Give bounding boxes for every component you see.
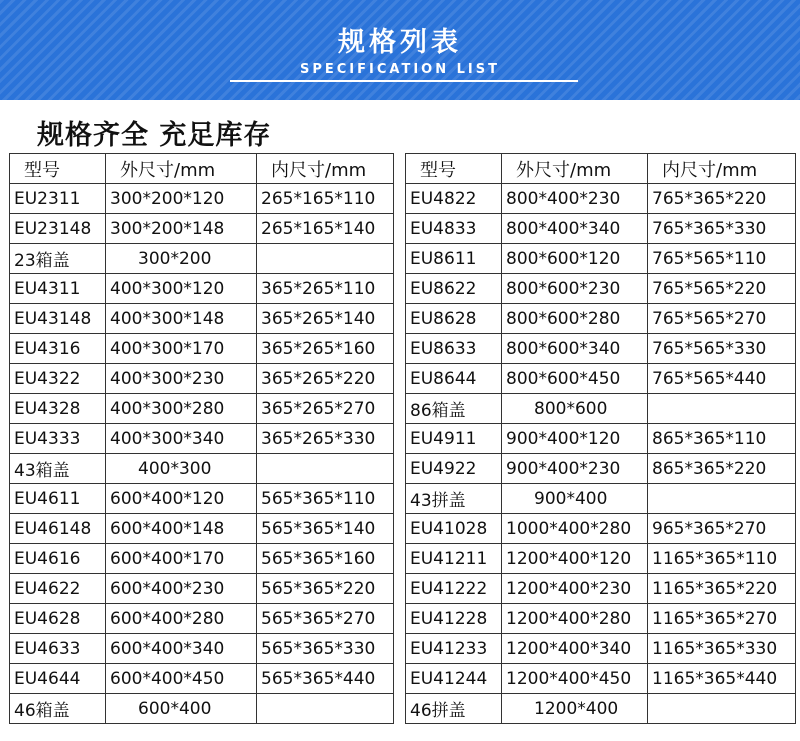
model-cell: EU4616 bbox=[10, 544, 106, 574]
table-row bbox=[10, 604, 394, 634]
model-cell: EU8611 bbox=[406, 244, 502, 274]
column-header: 内尺寸/mm bbox=[257, 154, 394, 184]
outer-size-cell: 600*400*120 bbox=[106, 484, 257, 514]
outer-size-cell: 800*600*230 bbox=[502, 274, 648, 304]
model-cell: EU41233 bbox=[406, 634, 502, 664]
table-row bbox=[406, 424, 796, 454]
header-banner bbox=[0, 0, 800, 100]
empty-cell bbox=[257, 694, 394, 724]
model-cell: EU4633 bbox=[10, 634, 106, 664]
model-cell: EU4833 bbox=[406, 214, 502, 244]
outer-size-cell: 800*600*280 bbox=[502, 304, 648, 334]
model-cell: EU41222 bbox=[406, 574, 502, 604]
inner-size-cell: 865*365*220 bbox=[648, 454, 796, 484]
table-row bbox=[406, 484, 796, 514]
inner-size-cell: 1165*365*110 bbox=[648, 544, 796, 574]
banner-title: 规格列表 bbox=[338, 27, 462, 58]
model-cell: EU2311 bbox=[10, 184, 106, 214]
outer-size-cell: 400*300*230 bbox=[106, 364, 257, 394]
outer-size-cell: 800*600*120 bbox=[502, 244, 648, 274]
table-row bbox=[10, 484, 394, 514]
table-row bbox=[406, 634, 796, 664]
model-cell: EU4644 bbox=[10, 664, 106, 694]
outer-size-cell: 600*400*450 bbox=[106, 664, 257, 694]
table-row bbox=[10, 304, 394, 334]
table-row bbox=[10, 334, 394, 364]
inner-size-cell: 765*565*220 bbox=[648, 274, 796, 304]
model-cell: EU4622 bbox=[10, 574, 106, 604]
table-row bbox=[10, 184, 394, 214]
outer-size-cell: 800*600*340 bbox=[502, 334, 648, 364]
outer-size-cell: 800*400*340 bbox=[502, 214, 648, 244]
inner-size-cell: 565*365*330 bbox=[257, 634, 394, 664]
inner-size-cell: 365*265*140 bbox=[257, 304, 394, 334]
model-cell: EU4333 bbox=[10, 424, 106, 454]
model-cell: EU4628 bbox=[10, 604, 106, 634]
table-row bbox=[406, 184, 796, 214]
model-cell: 86箱盖 bbox=[406, 394, 502, 424]
outer-size-cell: 400*300*120 bbox=[106, 274, 257, 304]
table-row bbox=[10, 664, 394, 694]
outer-size-cell: 400*300*170 bbox=[106, 334, 257, 364]
column-header: 型号 bbox=[406, 154, 502, 184]
inner-size-cell: 765*565*330 bbox=[648, 334, 796, 364]
inner-size-cell: 765*565*110 bbox=[648, 244, 796, 274]
table-row bbox=[10, 214, 394, 244]
inner-size-cell: 565*365*440 bbox=[257, 664, 394, 694]
column-header: 外尺寸/mm bbox=[502, 154, 648, 184]
table-row bbox=[406, 214, 796, 244]
outer-size-cell: 1000*400*280 bbox=[502, 514, 648, 544]
model-cell: EU41211 bbox=[406, 544, 502, 574]
spec-table-left bbox=[9, 153, 394, 724]
model-cell: EU23148 bbox=[10, 214, 106, 244]
inner-size-cell: 1165*365*440 bbox=[648, 664, 796, 694]
table-row bbox=[406, 304, 796, 334]
inner-size-cell: 765*565*270 bbox=[648, 304, 796, 334]
outer-size-cell: 600*400*280 bbox=[106, 604, 257, 634]
outer-size-cell: 600*400*170 bbox=[106, 544, 257, 574]
inner-size-cell: 565*365*160 bbox=[257, 544, 394, 574]
table-row bbox=[10, 634, 394, 664]
outer-size-cell: 1200*400*450 bbox=[502, 664, 648, 694]
outer-size-cell: 800*400*230 bbox=[502, 184, 648, 214]
table-row bbox=[10, 244, 394, 274]
inner-size-cell: 365*265*270 bbox=[257, 394, 394, 424]
table-row bbox=[406, 244, 796, 274]
model-cell: EU41028 bbox=[406, 514, 502, 544]
inner-size-cell: 1165*365*270 bbox=[648, 604, 796, 634]
outer-size-cell: 600*400*340 bbox=[106, 634, 257, 664]
table-row bbox=[406, 574, 796, 604]
table-row bbox=[406, 514, 796, 544]
outer-size-cell: 1200*400*120 bbox=[502, 544, 648, 574]
table-row bbox=[10, 424, 394, 454]
model-cell: EU4922 bbox=[406, 454, 502, 484]
outer-size-cell: 300*200*120 bbox=[106, 184, 257, 214]
table-row bbox=[10, 454, 394, 484]
model-cell: EU46148 bbox=[10, 514, 106, 544]
table-header-row bbox=[10, 154, 394, 184]
table-row bbox=[10, 274, 394, 304]
model-cell: EU4322 bbox=[10, 364, 106, 394]
inner-size-cell: 765*365*330 bbox=[648, 214, 796, 244]
model-cell: EU4311 bbox=[10, 274, 106, 304]
table-row bbox=[10, 574, 394, 604]
spec-table-right bbox=[405, 153, 796, 724]
model-cell: EU4316 bbox=[10, 334, 106, 364]
table-row bbox=[406, 694, 796, 724]
model-cell: EU43148 bbox=[10, 304, 106, 334]
outer-size-cell: 900*400*230 bbox=[502, 454, 648, 484]
table-row bbox=[10, 694, 394, 724]
model-cell: EU4328 bbox=[10, 394, 106, 424]
inner-size-cell: 265*165*140 bbox=[257, 214, 394, 244]
inner-size-cell: 765*565*440 bbox=[648, 364, 796, 394]
inner-size-cell: 765*365*220 bbox=[648, 184, 796, 214]
inner-size-cell: 565*365*110 bbox=[257, 484, 394, 514]
outer-size-cell: 400*300*340 bbox=[106, 424, 257, 454]
inner-size-cell: 365*265*110 bbox=[257, 274, 394, 304]
outer-size-cell: 300*200*148 bbox=[106, 214, 257, 244]
column-header: 型号 bbox=[10, 154, 106, 184]
inner-size-cell: 365*265*220 bbox=[257, 364, 394, 394]
outer-size-cell: 400*300*280 bbox=[106, 394, 257, 424]
inner-size-cell: 1165*365*330 bbox=[648, 634, 796, 664]
model-cell: 23箱盖 bbox=[10, 244, 106, 274]
lid-size-cell: 600*400 bbox=[106, 694, 257, 724]
banner-subtitle: SPECIFICATION LIST bbox=[300, 62, 500, 77]
outer-size-cell: 1200*400*230 bbox=[502, 574, 648, 604]
column-header: 内尺寸/mm bbox=[648, 154, 796, 184]
section-heading: 规格齐全 充足库存 bbox=[37, 120, 272, 151]
outer-size-cell: 1200*400*280 bbox=[502, 604, 648, 634]
model-cell: EU41228 bbox=[406, 604, 502, 634]
model-cell: 46拼盖 bbox=[406, 694, 502, 724]
inner-size-cell: 1165*365*220 bbox=[648, 574, 796, 604]
inner-size-cell: 865*365*110 bbox=[648, 424, 796, 454]
table-row bbox=[406, 544, 796, 574]
outer-size-cell: 900*400*120 bbox=[502, 424, 648, 454]
inner-size-cell: 965*365*270 bbox=[648, 514, 796, 544]
empty-cell bbox=[648, 694, 796, 724]
empty-cell bbox=[648, 484, 796, 514]
table-row bbox=[406, 604, 796, 634]
table-row bbox=[406, 274, 796, 304]
model-cell: EU4611 bbox=[10, 484, 106, 514]
table-row bbox=[10, 544, 394, 574]
outer-size-cell: 400*300*148 bbox=[106, 304, 257, 334]
column-header: 外尺寸/mm bbox=[106, 154, 257, 184]
outer-size-cell: 600*400*230 bbox=[106, 574, 257, 604]
outer-size-cell: 800*600*450 bbox=[502, 364, 648, 394]
table-row bbox=[406, 364, 796, 394]
inner-size-cell: 265*165*110 bbox=[257, 184, 394, 214]
model-cell: 46箱盖 bbox=[10, 694, 106, 724]
lid-size-cell: 400*300 bbox=[106, 454, 257, 484]
model-cell: EU41244 bbox=[406, 664, 502, 694]
empty-cell bbox=[257, 244, 394, 274]
lid-size-cell: 1200*400 bbox=[502, 694, 648, 724]
banner-underline bbox=[230, 80, 578, 82]
model-cell: EU4911 bbox=[406, 424, 502, 454]
model-cell: 43箱盖 bbox=[10, 454, 106, 484]
table-row bbox=[10, 364, 394, 394]
lid-size-cell: 300*200 bbox=[106, 244, 257, 274]
model-cell: EU8644 bbox=[406, 364, 502, 394]
model-cell: 43拼盖 bbox=[406, 484, 502, 514]
inner-size-cell: 565*365*270 bbox=[257, 604, 394, 634]
table-row bbox=[406, 394, 796, 424]
lid-size-cell: 800*600 bbox=[502, 394, 648, 424]
model-cell: EU4822 bbox=[406, 184, 502, 214]
lid-size-cell: 900*400 bbox=[502, 484, 648, 514]
table-header-row bbox=[406, 154, 796, 184]
table-row bbox=[406, 334, 796, 364]
outer-size-cell: 600*400*148 bbox=[106, 514, 257, 544]
table-row bbox=[10, 394, 394, 424]
empty-cell bbox=[257, 454, 394, 484]
outer-size-cell: 1200*400*340 bbox=[502, 634, 648, 664]
table-row bbox=[10, 514, 394, 544]
model-cell: EU8628 bbox=[406, 304, 502, 334]
model-cell: EU8633 bbox=[406, 334, 502, 364]
table-row bbox=[406, 664, 796, 694]
inner-size-cell: 365*265*160 bbox=[257, 334, 394, 364]
inner-size-cell: 565*365*220 bbox=[257, 574, 394, 604]
table-row bbox=[406, 454, 796, 484]
model-cell: EU8622 bbox=[406, 274, 502, 304]
inner-size-cell: 565*365*140 bbox=[257, 514, 394, 544]
empty-cell bbox=[648, 394, 796, 424]
inner-size-cell: 365*265*330 bbox=[257, 424, 394, 454]
